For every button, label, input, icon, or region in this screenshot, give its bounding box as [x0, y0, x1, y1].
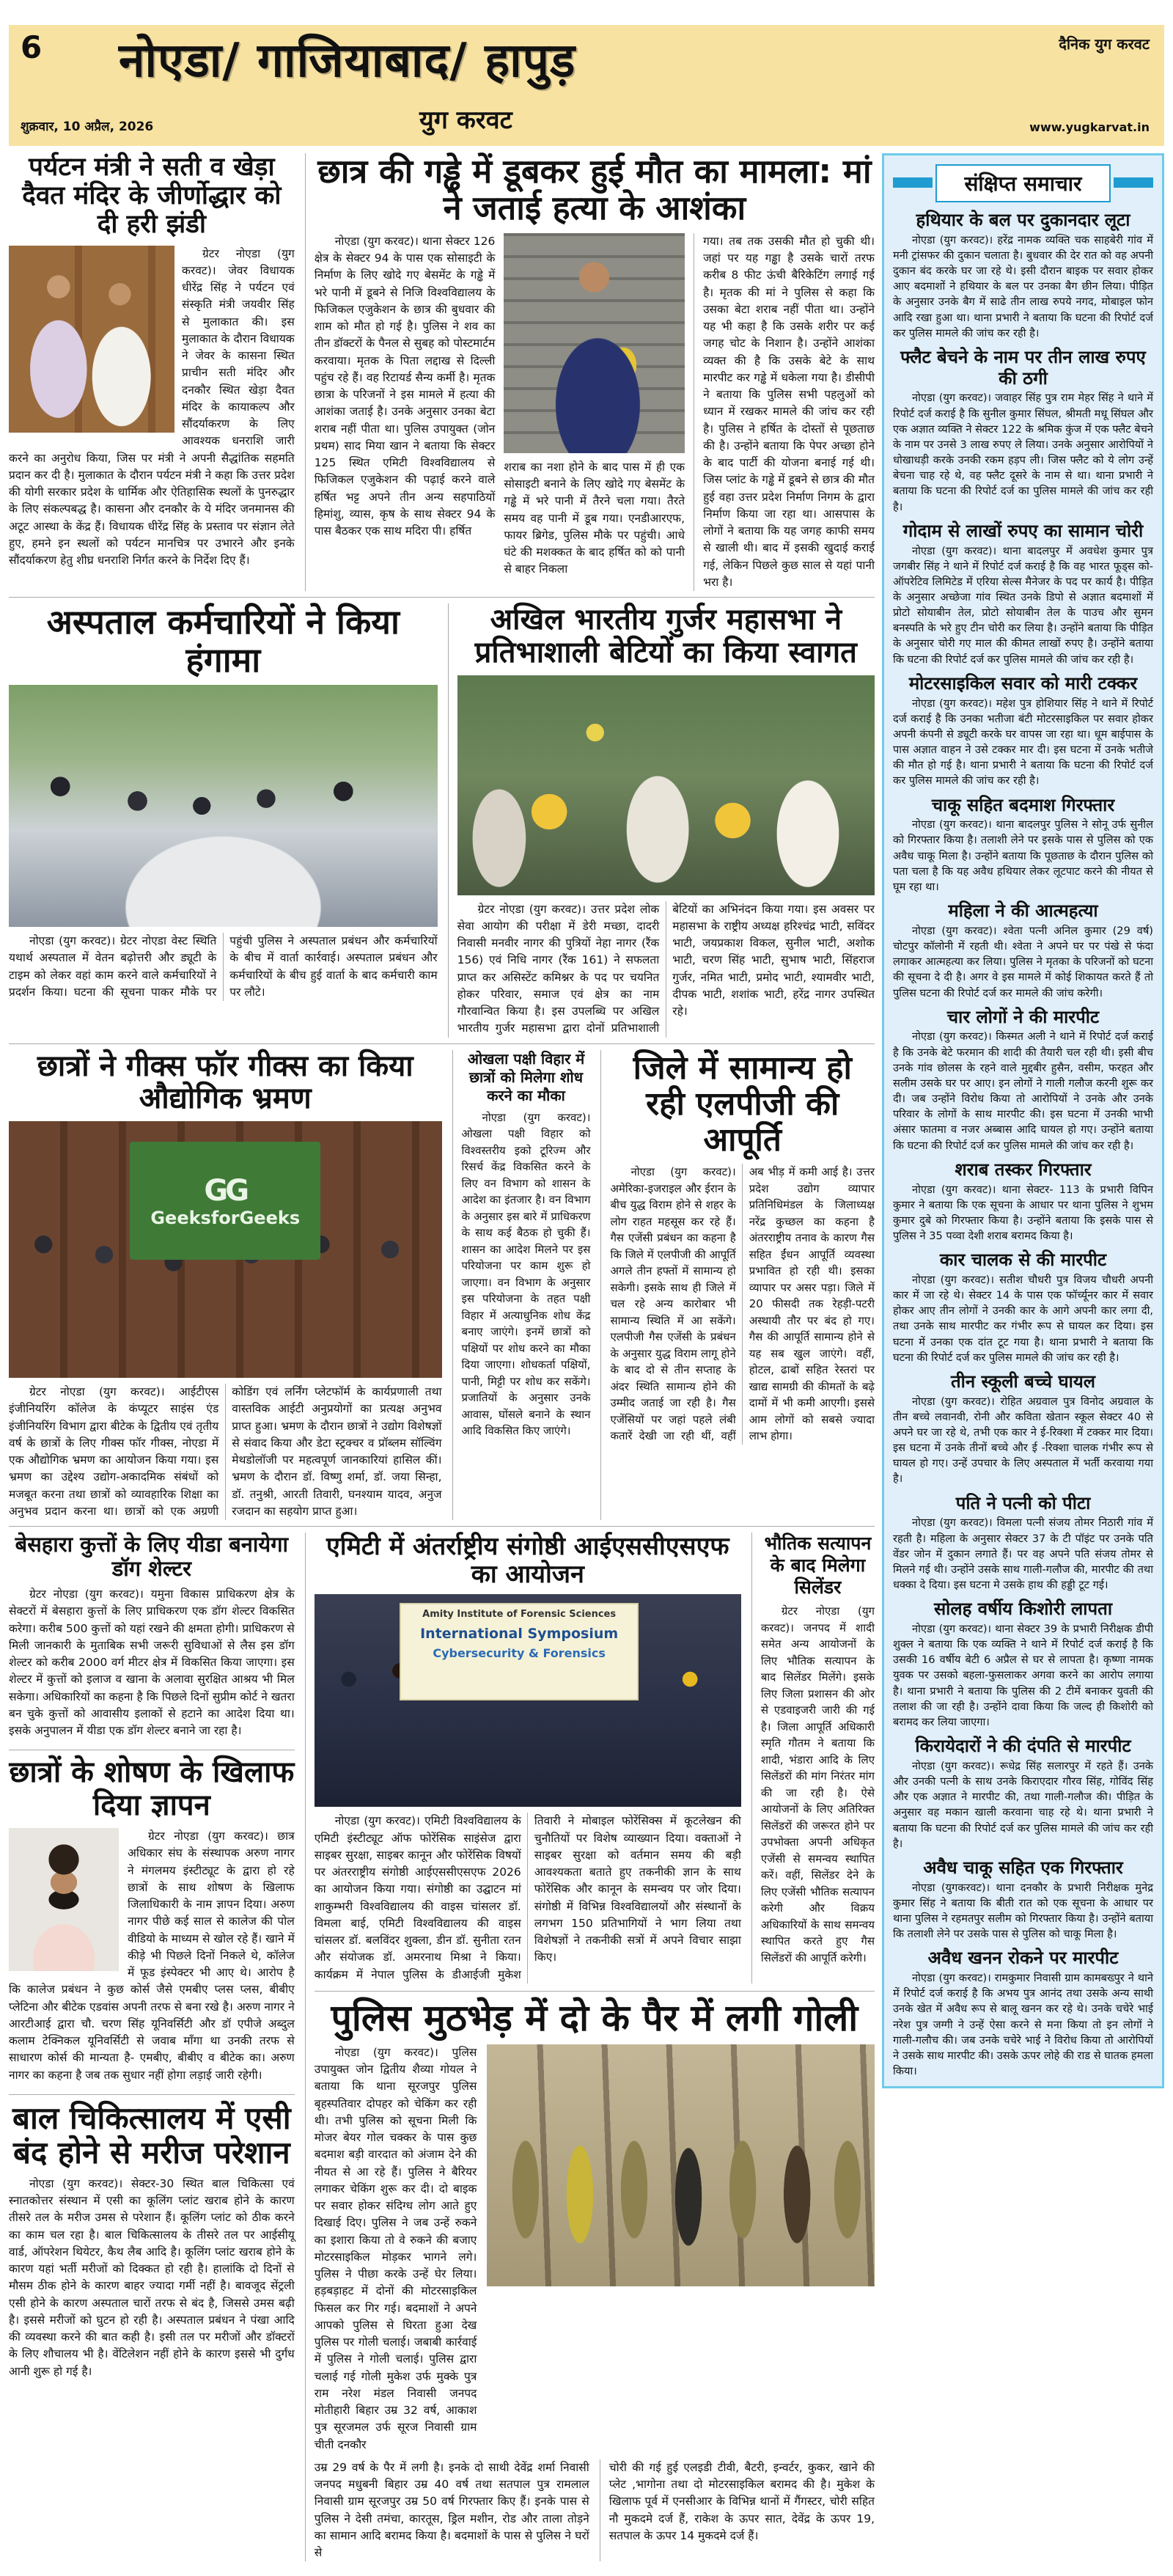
geeksforgeeks-group-photo [9, 1121, 442, 1378]
text-column-2 [315, 2459, 589, 2562]
article-columns [315, 233, 875, 591]
brief-title: कार चालक से की मारपीट [939, 1250, 1107, 1271]
amity-and-cylinder-row [315, 1533, 875, 1984]
brief-item-robbery [893, 210, 1153, 341]
brief-title: किरायेदारों ने की दंपति से मारपीट [915, 1736, 1131, 1757]
article-headline: छात्र की गड्ढे में डूबकर हुई मौत का मामला: मां ने जताई हत्या के आशंका [317, 152, 872, 228]
article-headline: एमिटी में अंतर्राष्ट्रीय संगोष्ठी आईएससीएसएफ का आयोजन [326, 1532, 729, 1590]
brief-body: नोएडा (युग करवट)। श्वेता पत्नी अनिल कुमार (29 वर्ष) चोटपुर कॉलोनी में रहती थी। श्वेता ने अपने घर पर पंखे से फंदा लगाकर आत्महत्या कर लिया। पुलिस ने मृतका के परिजनों को घटना की सूचना दे दी है। अगर वे इस मामले में कोई शिकायत करते हैं तो पुलिस घटना की रिपोर्ट दर्ज कर मामले की जांच करेगी। [893, 924, 1153, 999]
article-body: नोएडा (युग करवट)। एमिटी विश्वविद्यालय के एमिटी इंस्टीट्यूट ऑफ फोरेंसिक साइंसेज द्वारा साइबर सुरक्षा, साइबर कानून और फोरेंसिक विषयों पर अंतरराष्ट्रीय संगोष्ठी आईएससीएसएफ 2026 का आयोजन किया गया। संगोष्ठी का उद्घाटन मां शाकुम्भरी विश्वविद्यालय की वाइस चांसलर डॉ. विमला बाई, एमिटी विश्वविद्यालय की वाइस चांसलर डॉ. बलविंदर शुक्ला, डीन डॉ. सुनीता रतन और संयोजक डॉ. अमरनाथ मिश्रा ने किया। कार्यक्रम में नेपाल पुलिस के डीआईजी मुकेश तिवारी ने मोबाइल फोरेंसिक्स में कूटलेखन की चुनौतियों पर विशेष व्याख्यान दिया। वक्ताओं ने साइबर सुरक्षा को वर्तमान समय की बड़ी आवश्यकता बताते हुए तकनीकी ज्ञान के साथ फोरेंसिक और कानून के समन्वय पर जोर दिया। संगोष्ठी में विभिन्न विश्वविद्यालयों और संस्थानों के लगभग 150 प्रतिभागियों ने भाग लिया तथा विशेषज्ञों ने तकनीकी सत्रों में अपने विचार साझा किए। [314, 1814, 741, 1981]
article-body: उम्र 29 वर्ष के पैर में लगी है। इनके दो साथी देवेंद्र शर्मा निवासी जनपद मधुबनी बिहार उम्र 40 वर्ष तथा सतपाल पुत्र रामलाल निवासी ग्राम सूरजपुर उम्र 50 वर्ष गिरफ्तार किए हैं। इनके पास से पुलिस ने देसी तमंचा, कारतूस, ड्रिल मशीन, रोड और ताला तोड़ने का सामान आदि बरामद किया है। बदमाशों के पास से पुलिस ने घरों से [314, 2460, 589, 2560]
region-title: नोएडा/ गाजियाबाद/ हापुड़ [119, 34, 576, 88]
briefs-header [893, 164, 1153, 202]
brief-item-tenants-assault [893, 1736, 1153, 1852]
brief-body: नोएडा (युग करवट)। जवाहर सिंह पुत्र राम मेहर सिंह ने थाने में रिपोर्ट दर्ज कराई है कि सुनील कुमार सिंघल, श्रीमती मधू सिंघल और एक अज्ञात व्यक्ति ने सेक्टर 122 के श्रमिक कुंज में एक फ्लैट बेचने के नाम पर उनसे 3 लाख रुपए ले लिया। उनके अनुसार आरोपियों ने धोखाधड़ी करके उनकी रकम हड़प ली। जिस फ्लैट को ये लोग उन्हें बेचना चाह रहे थे, वह फ्लैट दूसरे के नाम से था। थाना प्रभारी ने बताया कि घटना की रिपोर्ट दर्ज का पुलिस मामले की जांच कर रही है। [893, 392, 1153, 513]
brief-body: नोएडा (युग करवट)। रामकुमार निवासी ग्राम कामबख्पुर ने थाने में रिपोर्ट दर्ज कराई है कि अभय पुत्र आनंद तथा उसके अन्य साथी उनके खेत में अवैध रूप से बालू खनन कर रहे थे। उनके चचेरे भाई नरेश पुत्र जग्गी ने उन्हें ऐसा करने से मना किया तो इन लोगों ने गाली-गलौच की। जब उनके चचेरे भाई ने विरोध किया तो आरोपियों ने उसके साथ मारपीट की। उसके ऊपर लोहे की राड से घातक हमला किया। [893, 1972, 1153, 2077]
brief-body: नोएडा (युग करवट)। थाना बादलपुर पुलिस ने सोनू उर्फ सुनील को गिरफ्तार किया है। तलाशी लेने पर इसके पास से पुलिस को एक अवैध चाकू मिला है। उन्होंने बताया कि पूछताछ के दौरान पुलिस को पता चला है कि यह अवैध हथियार लेकर लूटपाट करने की नीयत से घूम रहा था। [893, 818, 1153, 893]
brief-item-car-driver-assault [893, 1250, 1153, 1365]
brief-item-husband-beat-wife [893, 1493, 1153, 1593]
article-body: चोरी की गई हुई एलइडी टीवी, बैटरी, इन्वर्टर, कुकर, खाने की प्लेट ,भागोना तथा दो मोटरसाइकिल बरामद की है। मुकेश के खिलाफ पूर्व में एनसीआर के विभिन्न थानों में गैंगस्टर, चोरी सहित नौ मुकदमे दर्ज हैं, राकेश के ऊपर सात, देवेंद्र के ऊपर 19, सतपाल के ऊपर 14 मुकदमे दर्ज हैं। [608, 2460, 875, 2542]
text-column-1 [315, 233, 496, 591]
article-body: ग्रेटर नोएडा (युग करवट)। जनपद में शादी समेत अन्य आयोजनों के लिए भौतिक सत्यापन के बाद सिलेंडर मिलेंगे। इसके लिए जिला प्रशासन की ओर से एडवाइजरी जारी की गई है। जिला आपूर्ति अधिकारी स्मृति गौतम ने बताया कि शादी, भंडारा आदि के लिए सिलेंडरों की मांग निरंतर मांग की जा रही है। ऐसे आयोजनों के लिए अतिरिक्त सिलेंडरों की जरूरत होने पर उपभोक्ता अपनी अधिकृत एजेंसी से समन्वय स्थापित करें। वहीं, सिलेंडर देने के लिए एजेंसी भौतिक सत्यापन करेगी और विक्रय अधिकारियों के साथ समन्वय स्थापित करते हुए गैस सिलेंडरों की आपूर्ति करेगी। [760, 1604, 875, 1964]
article-headline: बाल चिकित्सालय में एसी बंद होने से मरीज परेशान [12, 2099, 291, 2170]
article-headline: छात्रों के शोषण के खिलाफ दिया ज्ञापन [9, 1755, 295, 1823]
banner-line-2: International Symposium [420, 1625, 619, 1642]
brief-title: पति ने पत्नी को पीटा [955, 1492, 1091, 1513]
article-headline: पुलिस मुठभेड़ में दो के पैर में लगी गोली [331, 1996, 858, 2039]
article-child-hospital-ac [9, 2094, 295, 2380]
banner-line-3: Cybersecurity & Forensics [433, 1645, 606, 1660]
masthead-subtitle: युग करवट [419, 106, 512, 135]
article-columns [457, 901, 875, 1038]
brief-item-assault-four [893, 1007, 1153, 1153]
article-body: नोएडा (युग करवट)। अमेरिका-इजराइल और ईरान के बीच युद्ध विराम होने से शहर के लोग राहत महसूस कर रहे हैं। गैस एजेंसी प्रबंधन का कहना है कि जिले में एलपीजी की आपूर्ति अगले तीन हफ्तों में सामान्य हो सकेगी। इसके साथ ही जिले में चल रहे अन्य कारोबार भी सामान्य स्थिति में आ सकेंगे। एलपीजी गैस एजेंसी के प्रबंधन के अनुसार युद्ध विराम लागू होने के बाद दो से तीन सप्ताह के अंदर स्थिति सामान्य होने की उम्मीद जताई जा रही है। गैस एजेंसियों पर जहां पहले लंबी कतारें देखी जा रही थीं, वहीं अब भीड़ में कमी आई है। उत्तर प्रदेश उद्योग व्यापार प्रतिनिधिमंडल के जिलाध्यक्ष नरेंद्र कुच्छल का कहना है अंतरराष्ट्रीय तनाव के कारण गैस सहित ईंधन आपूर्ति व्यवस्था प्रभावित हो रही थी। इसका व्यापार पर असर पड़ा। जिले में 20 फीसदी तक रेहड़ी-पटरी अस्थायी तौर पर बंद हो गए। गैस की आपूर्ति सामान्य होने से यह सब खुल जाएंगे। वहीं, होटल, ढाबों सहित रेस्तरां पर खाद्य सामग्री की कीमतों के बढ़े दामों में भी कमी आएगी। इससे आम लोगों को सबसे ज्यादा लाभ होगा। [610, 1165, 875, 1443]
brief-title: अवैध खनन रोकने पर मारपीट [927, 1948, 1119, 1969]
text-column-2 [504, 233, 685, 591]
geeksforgeeks-sign [130, 1142, 320, 1260]
article-hospital-protest [9, 603, 438, 1038]
brief-body: नोएडा (युग करवट)। थाना बादलपुर में अवधेश कुमार पुत्र जगबीर सिंह ने थाने में रिपोर्ट दर्ज कराई है कि वह भारत फूड्स को-ऑपरेटिव लिमिटेड में एरिया सेल्स मैनेजर के पद पर कार्य है। पीड़ित के अनुसार अच्छेजा गांव स्थित उनके डिपो से अज्ञात बदमाशों में प्रोटो सोयाबीन तेल, प्रोटो सोयाबीन तेल के पाउच और सुमन बनस्पति के भरे हुए टीन चोरी कर लिया है। उन्होंने बताया कि पीड़ित के अनुसार चोरी गए माल की कीमत लाखों रुपए है। उन्होंने बताया कि घटना की रिपोर्ट दर्ज कर पुलिस मामले की जांच कर रही है। [893, 544, 1153, 666]
website-url: www.yugkarvat.in [1029, 120, 1150, 134]
article-headline: पर्यटन मंत्री ने सती व खेड़ा दैवत मंदिर के जीर्णोद्धार को दी हरी झंडी [22, 153, 282, 240]
brief-body: नोएडा (युग करवट)। किस्मत अली ने थाने में रिपोर्ट दर्ज कराई है कि उनके बेटे फरमान की शादी की तैयारी चल रही थी। इसी बीच उनके गांव छोलस के रहने वाले मुद्दबीर हुसैन, वसीम, फरहत और सलीम उसके घर पर आए। इन लोगों ने गाली गलौज करनी शुरू कर दी। जब उन्होंने विरोध किया तो आरोपियों ने उनके और उनके परिवार के लोगों के साथ मारपीट की। इस घटना में उनकी भाभी अंसार फातमा व नजर अब्बास आदि घायल हो गए। उन्होंने बताया कि घटना की रिपोर्ट दर्ज कर पुलिस मामले की जांच कर रही है। [893, 1030, 1153, 1152]
text-column-3 [600, 2459, 875, 2562]
minister-meeting-photo [9, 246, 174, 433]
paper-name: दैनिक युग करवट [1059, 35, 1150, 53]
article-body: गया। तब तक उसकी मौत हो चुकी थी। जहां पर यह गड्ढा है उसके चारों तरफ करीब 8 फीट ऊंची बैरिकेटिंग लगाई गई है। मृतक की मां ने पुलिस से कहा कि उसका बेटा शराब नहीं पीता था। उन्होंने यह भी कहा है कि उसके शरीर पर कई जगह चोट के निशान है। उन्होंने आशंका व्यक्त की है कि उसके बेटे के साथ मारपीट कर गड्ढे में धकेला गया है। डीसीपी ने बताया कि पुलिस सभी पहलुओं को ध्यान में रखकर मामले की जांच कर रही है। पुलिस ने हर्षित के दोस्तों से पूछताछ की है। उन्होंने बताया कि पेपर अच्छा होने के बाद पार्टी की योजना बनाई गई थी। जिस प्लांट के गड्ढे में डूबने से छात्र की मौत हुई वहा उत्तर प्रदेश निर्माण निगम के द्वारा निर्माण किया जा रहा था। आसपास के लोगों ने बताया कि यह जगह काफी समय से खाली थी। बाद में इसकी खुदाई कराई गई, लेकिन पिछले कुछ साल से यहां पानी भरा है। [703, 234, 875, 589]
page-number: 6 [21, 29, 43, 65]
article-body: नोएडा (युग करवट)। ग्रेटर नोएडा वेस्ट स्थिति यथार्थ अस्पताल में वेतन बढ़ोत्तरी और ड्यूटी के टाइम को लेकर वहां काम करने वाले कर्मचारियों ने प्रदर्शन किया। घटना की सूचना पाकर मौके पर पहुंची पुलिस ने अस्पताल प्रबंधन और कर्मचारियों के बीच में वार्ता कार्रवाई। अस्पताल प्रबंधन और कर्मचारियों के बीच हुई वार्ता के बाद कर्मचारी काम पर लौटे। [9, 934, 438, 999]
article-headline: अस्पताल कर्मचारियों ने किया हंगामा [46, 602, 400, 680]
article-body: नोएडा (युग करवट)। ओखला पक्षी विहार को विश्वस्तरीय इको टूरिज्म और रिसर्च केंद्र विकसित करने के लिए वन विभाग को शासन के आदेश का इंतजार है। वन विभाग के अनुसार इस बारे में प्राधिकरण के साथ कई बैठक हो चुकी हैं। शासन का आदेश मिलने पर इस परियोजना पर काम शुरू हो जाएगा। वन विभाग के अनुसार इस परियोजना के तहत पक्षी विहार में अत्याधुनिक शोध केंद्र बनाए जाएंगे। इनमें छात्रों को पक्षियों पर शोध करने का मौका दिया जाएगा। शोधकर्ता पक्षियों, पानी, मिट्टी पर शोध कर सकेंगे। प्रजातियों के अनुसार उनके आवास, घोंसले बनाने के स्थान आदि विकसित किए जाएंगे। [461, 1110, 591, 1438]
brief-item-illegal-knife-arrest [893, 1857, 1153, 1942]
brief-title: मोटरसाइकिल सवार को मारी टक्कर [908, 672, 1138, 694]
brief-item-suicide [893, 900, 1153, 1001]
brief-title: सोलह वर्षीय किशोरी लापता [933, 1599, 1113, 1620]
encounter-top-row [315, 2044, 875, 2454]
article-body-wrap [9, 1828, 295, 2084]
brief-title: तीन स्कूली बच्चे घायल [950, 1370, 1096, 1392]
article-body: नोएडा (युग करवट)। सेक्टर-30 स्थित बाल चिकित्सा एवं स्नातकोत्तर संस्थान में एसी का कूलिंग प्लांट खराब होने के कारण तीसरे तल के मरीज उमस से परेशान हैं। कूलिंग प्लांट को ठीक करने का काम चल रहा है। बाल चिकित्सालय के तीसरे तल पर आईसीयू वार्ड, ऑपरेशन थियेटर, कैथ लैब आदि है। कूलिंग प्लांट खराब होने के कारण यहां भर्ती मरीजों को दिक्कत हो रही है। हालांकि दो दिनों से मौसम ठीक होने के कारण बाहर ज्यादा गर्मी नहीं है। बावजूद सेंट्रली एसी होने के कारण अस्पताल चारों तरफ से बंद है, जिससे उमस बढ़ी है। इससे मरीजों को घुटन हो रही है। अस्पताल प्रबंधन ने पंखा आदि की व्यवस्था करने की बात कही है। इसी तल पर मरीजों और डॉक्टरों के लिए शौचालय भी है। वेंटिलेशन नहीं होने के कारण इससे भी दुर्गंध आनी शुरू हो गई है। [9, 2176, 295, 2378]
brief-body: नोएडा (युग करवट)। हरेंद्र नामक व्यक्ति चक साहबेरी गांव में मनी ट्रांसफर की दुकान चलाता है। बुधवार की देर रात को वह अपनी दुकान बंद करके घर जा रहे थे। इसी दौरान बाइक पर सवार होकर आए बदमाशों ने हथियार के बल पर उनका बैग छीन लिया। पीड़ित के अनुसार उनके बैग में साढे तीन लाख रुपये नगद, मोबाइल फोन आदि रखा हुआ था। थाना प्रभारी ने बताया कि घटना की रिपोर्ट दर्ज कर पुलिस मामले की जांच कर रही है। [893, 233, 1153, 340]
symposium-banner [400, 1603, 639, 1700]
brief-body: नोएडा (युग करवट)। विमला पत्नी संजय तोमर निठारी गांव में रहती है। महिला के अनुसार सेक्टर 37 के टी पॉइंट पर उनके पति वेंडर जोन में दुकान लगाते हैं। पर वह अपने पति संजय तोमर से मिलने गई थी। उन्होंने उसके साथ गाली-गलौज की, मारपीट की तथा धक्का दे दिया। इस घटना मे उसके हाथ की हड्डी टूट गई। [893, 1516, 1153, 1592]
article-okhla-bird-sanctuary [452, 1050, 591, 1521]
article-amity-symposium [315, 1533, 741, 1984]
brief-body: नोएडा (युग करवट)। सतीश चौधरी पुत्र विजय चौधरी अपनी कार में जा रहे थे। सेक्टर 14 के पास एक फॉर्च्यूनर कार में सवार होकर आए तीन लोगों ने उनकी कार के आगे अपनी कार लगा दी, तथा उनके साथ मारपीट कर गंभीर रूप से घायल कर दिया। इस घटना में उनका एक दांत टूट गया है। थाना प्रभारी ने बताया कि घटना की रिपोर्ट दर्ज कर पुलिस मामले की जांच कर रही है। [893, 1273, 1153, 1364]
article-cylinder-verification [751, 1533, 875, 1984]
article-police-encounter [315, 1991, 875, 2562]
article-headline: बेसहारा कुत्तों के लिए यीडा बनायेगा डॉग शेल्टर [15, 1532, 289, 1581]
bottom-right-column [305, 1533, 875, 2561]
geeksforgeeks-logo-icon: GG [204, 1173, 247, 1208]
article-student-drowning [305, 153, 875, 591]
brief-title: चाकू सहित बदमाश गिरफ्तार [931, 794, 1115, 815]
brief-title: शराब तस्कर गिरफ्तार [955, 1159, 1092, 1180]
article-body: नोएडा (युग करवट)। थाना सेक्टर 126 क्षेत्र के सेक्टर 94 के पास एक सोसाइटी के निर्माण के लिए खोदे गए बेसमेंट के गड्ढे में भरे पानी में डूबने से निजि विश्वविद्यालय के फिजिकल एजुकेशन के छात्र की बुधवार की शाम को मौत हो गई है। पुलिस ने शव का तीन डॉक्टरों के पैनल से सुबह को पोस्टमार्टम करवाया। मृतक के पिता लद्दाख से दिल्ली पहुंच रहे हैं। वह रिटायर्ड सैन्य कर्मी है। मृतक छात्रा के परिजनों ने इस मामले में हत्या की आशंका जताई है। उनके अनुसार उनका बेटा शराब नहीं पीता था। पुलिस उपायुक्त (जोन प्रथम) साद मिया खान ने बताया कि सेक्टर 125 स्थित एमिटी विश्वविद्यालय से फिजिकल एजुकेशन की पढ़ाई करने वाले हर्षित भट्ट अपने तीन अन्य सहपाठियों हिमांशु, व्यास, कृष के साथ सेक्टर 94 के पास बैठकर एक साथ मदिरा पी। हर्षित [314, 234, 496, 538]
encounter-bottom-row [315, 2459, 875, 2562]
text-column-1 [315, 2044, 477, 2454]
row-third [9, 1043, 875, 1521]
brief-body: नोएडा (युग करवट)। थाना सेक्टर 39 के प्रभारी निरीक्षक डीपी शुक्ल ने बताया कि एक व्यक्ति ने थाने में रिपोर्ट दर्ज कराई है कि उसकी 16 वर्षीय बेटी 6 अप्रैल से घर से लापता है। कृष्णा नामक युवक पर उसको बहला-फुसलाकर अगवा करने का आरोप लगाया है। थाना प्रभारी ने बताया कि पुलिस की 2 टीमें बनाकर युवती की तलाश की जा रही है। उन्होंने दावा किया कि जल्द ही किशोरी को बरामद कर लिया जाएगा। [893, 1622, 1153, 1728]
brief-title: गोदाम से लाखों रुपए का सामान चोरी [902, 520, 1144, 541]
article-headline: अखिल भारतीय गुर्जर महासभा ने प्रतिभाशाली बेटियों का किया स्वागत [474, 603, 857, 669]
brief-body: नोएडा (युग करवट)। रूधेद्र सिंह सलारपुर में रहते हैं। उनके और उनकी पत्नी के साथ उनके किराएदार गौरव सिंह, गोविंद सिंह और एक अज्ञात ने मारपीट की, तथा गाली-गलौज की। पीड़ित के अनुसार वह मकान खाली करवाना चाह रहे थे। थाना प्रभारी ने बताया कि घटना की रिपोर्ट दर्ज कर पुलिस मामले की जांच कर रही है। [893, 1759, 1153, 1850]
hospital-protest-photo [9, 685, 438, 927]
masthead [9, 25, 1164, 146]
brief-title: हथियार के बल पर दुकानदार लूटा [916, 210, 1130, 230]
article-geeksforgeeks-visit [9, 1050, 442, 1521]
page-content [9, 153, 1164, 2561]
article-body: नोएडा (युग करवट)। पुलिस उपायुक्त जोन द्वितीय शैव्या गोयल ने बताया कि थाना सूरजपुर पुलिस बृहस्पतिवार दोपहर को चेकिंग कर रही थी। तभी पुलिस को सूचना मिली कि मोजर बेयर गोल चक्कर के पास कुछ बदमाश बड़ी वारदात को अंजाम देने की नीयत से आ रहे हैं। पुलिस ने बैरियर लगाकर चेकिंग शुरू कर दी। दो बाइक पर सवार होकर संदिग्ध लोग आते हुए दिखाई दिए। पुलिस ने जब उन्हें रुकने का इशारा किया तो वे रुकने की बजाए मोटरसाइकिल मोड़कर भागने लगे। पुलिस ने पीछा करके उन्हें घेर लिया। हड़बड़ाहट में दोनों की मोटरसाइकिल फिसल कर गिर गई। बदमाशों ने अपने आपको पुलिस से घिरता हुआ देख पुलिस पर गोली चलाई। जबाबी कार्रवाई में पुलिस ने गोली चलाई। पुलिस द्वारा चलाई गई गोली मुकेश उर्फ मुक्के पुत्र राम नरेश मंडल निवासी जनपद मोतीहारी बिहार उम्र 32 वर्ष, आकाश पुत्र सूरजमल उर्फ सूरज निवासी ग्राम चीती दनकौर [314, 2045, 477, 2451]
article-columns [9, 933, 438, 1001]
article-student-memorandum [9, 1750, 295, 2083]
article-dog-shelter [9, 1533, 295, 1739]
brief-item-school-children-injured [893, 1371, 1153, 1487]
edition-date: शुक्रवार, 10 अप्रैल, 2026 [21, 120, 154, 134]
article-headline: जिले में सामान्य हो रही एलपीजी की आपूर्ति [633, 1049, 852, 1159]
geeksforgeeks-sign-label: GeeksforGeeks [150, 1207, 301, 1228]
briefs-sidebar [882, 153, 1164, 2088]
brief-title: महिला ने की आत्महत्या [948, 900, 1098, 922]
article-headline: भौतिक सत्यापन के बाद मिलेगा सिलेंडर [764, 1533, 872, 1599]
arun-nagar-portrait-photo [9, 1828, 119, 1971]
bottom-left-column [9, 1533, 295, 2561]
header-bar-left [893, 177, 933, 188]
brief-body: नोएडा (युग करवट)। महेश पुत्र होशियार सिंह ने थाने में रिपोर्ट दर्ज कराई है कि उनका भतीजा बंटी मोटरसाइकिल पर सवार होकर अपनी कंपनी से ड्यूटी करके घर वापस जा रहा था। धूम बाईपास के पास अज्ञात वाहन ने उसे टक्कर मार दी। इस घटना में उनके भतीजे की मौत हो गई है। थाना प्रभारी ने बताया कि घटना की रिपोर्ट दर्ज कर पुलिस मामले की जांच कर रही है। [893, 697, 1153, 788]
amity-symposium-photo [315, 1594, 741, 1807]
gurjar-felicitation-photo [457, 675, 875, 895]
article-columns [610, 1164, 875, 1445]
brief-body: नोएडा (युगकरवट)। थाना दनकौर के प्रभारी निरीक्षक मुनेद्र कुमार सिंह ने बताया कि बीती रात को एक सूचना के आधार पर थाना पुलिस ने रहमतपुर सलीम को गिरफ्तार किया है। उन्होंने बताया कि तलाशी लेने पर उसके पास से पुलिस को चाकू मिला है। [893, 1881, 1153, 1941]
brief-item-warehouse-theft [893, 521, 1153, 667]
brief-title: चार लोगों ने की मारपीट [946, 1006, 1100, 1027]
brief-item-mining-assault [893, 1948, 1153, 2079]
article-body: ग्रेटर नोएडा (युग करवट)। आईटीएस इंजीनियरिंग कॉलेज के कंप्यूटर साइंस एंड इंजीनियरिंग विभाग द्वारा बीटेक के द्वितीय एवं तृतीय वर्ष के छात्रों के लिए गीक्स फॉर गीक्स, नोएडा में एक औद्योगिक भ्रमण का आयोजन किया गया। इस भ्रमण का उद्देश्य उद्योग-अकादमिक संबंधों को मजबूत करना तथा छात्रों को व्यावहारिक शिक्षा का अनुभव प्रदान करना था। छात्रों को एक अग्रणी कोडिंग एवं लर्निंग प्लेटफॉर्म के कार्यप्रणाली तथा वास्तविक आईटी अनुप्रयोगों का प्रत्यक्ष अनुभव प्राप्त हुआ। भ्रमण के दौरान छात्रों ने उद्योग विशेषज्ञों से संवाद किया और डेटा स्ट्रक्चर व प्रॉब्लम सॉल्विंग मेथडोलॉजी पर महत्वपूर्ण जानकारियां हासिल कीं। भ्रमण के दौरान डॉ. विष्णु शर्मा, डॉ. जया सिन्हा, डॉ. तनुश्री, आरती तिवारी, घनश्याम यादव, अनुज रजदान का सहयोग प्राप्त हुआ। [9, 1385, 442, 1518]
row-bottom [9, 1526, 875, 2561]
text-column-3 [694, 233, 875, 591]
article-lpg-supply [600, 1050, 875, 1521]
article-headline: छात्रों ने गीक्स फॉर गीक्स का किया औद्योगिक भ्रमण [37, 1049, 413, 1116]
brief-title: अवैध चाकू सहित एक गिरफ्तार [923, 1857, 1123, 1878]
deceased-student-photo [504, 233, 685, 453]
row-second [9, 597, 875, 1038]
brief-item-liquor-smuggler [893, 1159, 1153, 1244]
article-body: ग्रेटर नोएडा (युग करवट)। यमुना विकास प्राधिकरण क्षेत्र के सेक्टरों में बेसहारा कुत्तों के लिए प्राधिकरण एक डॉग शेल्टर विकसित करेगा। करीब 500 कुत्तों को यहां रखने की क्षमता होगी। प्राधिकरण से मिली जानकारी के मुताबिक सभी जरूरी सुविधाओं से लैस इस डॉग शेल्टर को करीब 2000 वर्ग मीटर क्षेत्र में विकसित किया जाएगा। इस शेल्टर में कुत्तों को इलाज व खाना के अलावा सुरक्षित आश्रय भी मिल सकेगा। अधिकारियों का कहना है कि पिछले दिनों सुप्रीम कोर्ट ने खतरा बन चुके कुत्तों को आवासीय इलाकों से हटाने का आदेश दिया था। इसके अनुपालन में यीडा एक डॉग शेल्टर बनाने जा रहा है। [9, 1588, 295, 1738]
article-body: शराब का नशा होने के बाद पास में ही एक सोसाइटी बनाने के लिए खोदे गए बेसमेंट के गड्ढे में भरे पानी में तैरने चला गया। तैरते समय वह पानी में डूब गया। एनडीआरएफ, फायर ब्रिगेड, पुलिस मौके पर पहुंची। आधे घंटे की मशक्कत के बाद हर्षित को को पानी से बाहर निकला [504, 460, 685, 576]
article-tourism-minister [9, 153, 295, 591]
article-body: ग्रेटर नोएडा (युग करवट)। जेवर विधायक धीरेंद्र सिंह ने पर्यटन एवं संस्कृति मंत्री जयवीर सिंह से मुलाकात की। इस मुलाकात के दौरान विधायक ने जेवर के कासना स्थित प्राचीन सती मंदिर और दनकौर स्थित खेड़ा दैवत मंदिर के कायाकल्प और सौंदर्याकरण के लिए आवश्यक धनराशि जारी करने का अनुरोध किया, जिस पर मंत्री ने अपनी सैद्धांतिक सहमति प्रदान कर दी है। मुलाकात के दौरान पर्यटन मंत्री ने कहा कि उत्तर प्रदेश की योगी सरकार प्रदेश के धार्मिक और ऐतिहासिक स्थलों के पुनरुद्धार के लिए संकल्पबद्ध है। कासना और दनकौर के ये मंदिर जनमानस की अटूट आस्था के केंद्र हैं। विधायक धीरेंद्र सिंह के प्रस्ताव पर संज्ञान लेते हुए, हमने इन स्थलों को पर्यटन मानचित्र पर उभारने और इनके सौंदर्याकरण हेतु शीघ्र धनराशि निर्गत करने के निर्देश दिए हैं। [9, 246, 295, 568]
brief-body: नोएडा (युग करवट)। थाना सेक्टर- 113 के प्रभारी विपिन कुमार ने बताया कि एक सूचना के आधार पर थाना पुलिस ने शुभम कुमार दुबे को गिरफ्तार किया है। उन्होंने बताया कि इसके पास से पुलिस ने 35 पव्वा देशी शराब बरामद किया है। [893, 1183, 1153, 1242]
encounter-arrest-photo [487, 2044, 875, 2286]
banner-line-1: Amity Institute of Forensic Sciences [422, 1608, 617, 1620]
article-headline: ओखला पक्षी विहार में छात्रों को मिलेगा शोध करने का मौका [467, 1049, 585, 1104]
article-columns [9, 1384, 442, 1520]
brief-body: नोएडा (युग करवट)। रोहित अग्रवाल पुत्र विनोद अग्रवाल के तीन बच्चे लवानवी, रोनी और कविता खेतान स्कूल सेक्टर 40 से अपने घर जा रहे थे, तभी एक कार ने ई-रिक्शा में टक्कर मार दिया। इस घटना में उनके तीनों बच्चे और ई -रिक्शा चालक गंभीर रूप से घायल हो गए। उन्हें उपचार के लिए अस्पताल में भर्ती करवाया गया है। [893, 1395, 1153, 1486]
briefs-title: संक्षिप्त समाचार [935, 164, 1111, 202]
article-gurjar-mahasabha [448, 603, 875, 1038]
main-column [9, 153, 875, 2561]
brief-item-bike-accident [893, 673, 1153, 789]
brief-item-missing-girl [893, 1599, 1153, 1730]
article-body: ग्रेटर नोएडा (युग करवट)। उत्तर प्रदेश लोक सेवा आयोग की परीक्षा में डेरी मच्छा, दादरी निवासी मनवीर नागर की पुत्रियों नेहा नागर (रैंक 156) एवं निधि नागर (रैंक 161) ने सफलता प्राप्त कर असिस्टेंट कमिश्नर के पद पर चयनित होकर परिवार, समाज एवं क्षेत्र का नाम गौरवान्वित किया है। इस उपलब्धि पर अखिल भारतीय गुर्जर महासभा द्वारा दोनों प्रतिभाशाली बेटियों का अभिनंदन किया गया। इस अवसर पर महासभा के राष्ट्रीय अध्यक्ष हरिश्चंद्र भाटी, सविंदर भाटी, जयप्रकाश विकल, सुनील भाटी, अशोक भाटी, चरण सिंह भाटी, सुभाष भाटी, सिंहराज गुर्जर, नमित भाटी, प्रमोद भाटी, श्यामवीर भाटी, दीपक भाटी, शशांक भाटी, हरेंद्र नागर उपस्थित रहे। [457, 902, 875, 1035]
brief-item-flat-fraud [893, 347, 1153, 515]
article-columns [315, 1813, 741, 1984]
header-bar-right [1114, 177, 1153, 188]
row-top [9, 153, 875, 591]
brief-title: फ्लैट बेचने के नाम पर तीन लाख रुपए की ठगी [900, 346, 1146, 389]
article-body: ग्रेटर नोएडा (युग करवट)। छात्र अधिकार संघ के संस्थापक अरुण नागर ने मंगलमय इंस्टीट्यूट के द्वारा हो रहे छात्रों के साथ शोषण के खिलाफ जिलाधिकारी के नाम ज्ञापन दिया। अरुण नागर पीछे कई साल से कालेज की पोल वीडियो के माध्यम से खोल रहे हैं। खाने में कीड़े भी पिछले दिनों निकले थे, कॉलेज में फूड इंस्पेक्टर भी आए थे। आरोप है कि कालेज प्रबंधन ने कुछ कोर्स जैसे एमबीए प्लस प्लस, बीबीए प्लेटिना और बीटेक एडवांस अपनी तरफ से बना रखे है। अरुण नागर ने आरटीआई द्वारा चौ. चरण सिंह यूनिवर्सिटी और डॉ एपीजे अब्दुल कलाम टेक्निकल यूनिवर्सिटी से जवाब माँगा था उनकी तरफ से साधारण कोर्स की मान्यता है- एमबीए, बीबीए व बीटेक का। अरुण नागर का कहना है जब तक सुधार नहीं होगा लड़ाई जारी रहेगी। [9, 1830, 295, 2082]
brief-item-knife-arrest [893, 795, 1153, 895]
